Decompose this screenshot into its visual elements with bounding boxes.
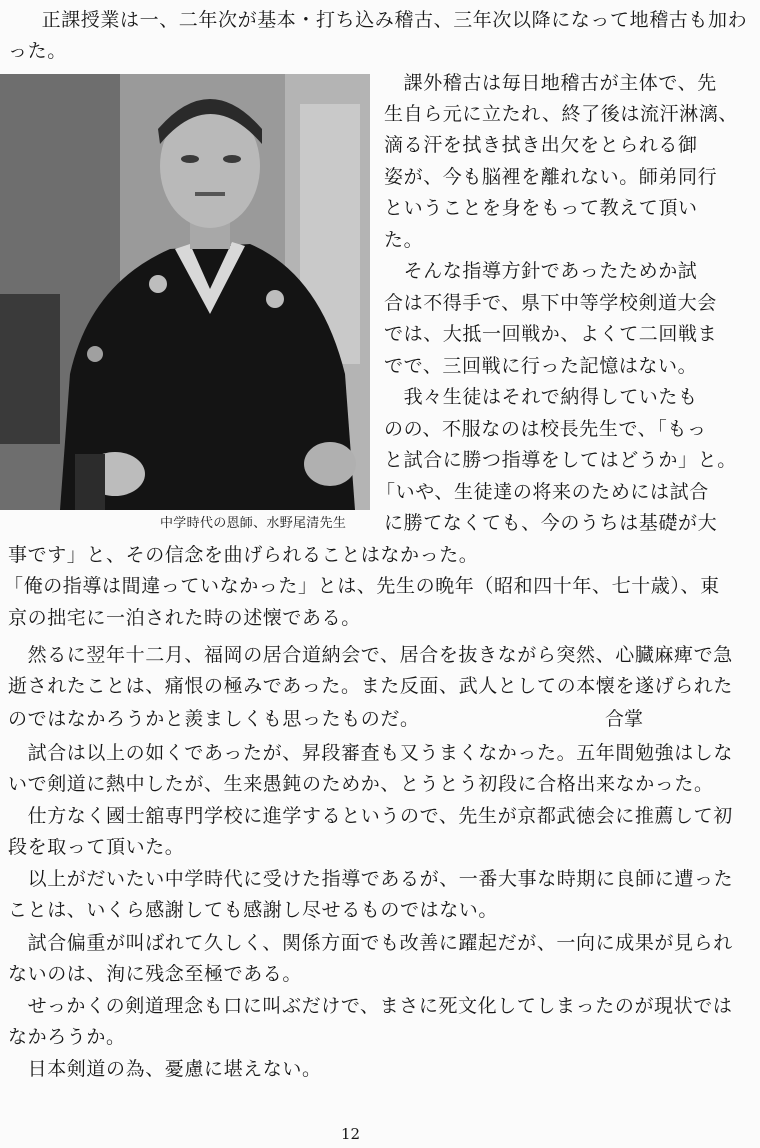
text-line: せっかくの剣道理念も口に叫ぶだけで、まさに死文化してしまったのが現状では (8, 995, 733, 1017)
text-line: でで、三回戦に行った記憶はない。 (384, 355, 698, 377)
text-line: 然るに翌年十二月、福岡の居合道納会で、居合を抜きながら突然、心臓麻痺で急 (8, 644, 733, 666)
photo-caption: 中学時代の恩師、水野尾清先生 (160, 516, 347, 531)
text-line: のではなかろうかと羨ましくも思ったものだ。 (8, 708, 420, 730)
text-line: 生自ら元に立たれ、終了後は流汗淋漓、 (384, 103, 738, 125)
text-line: 正課授業は一、二年次が基本・打ち込み稽古、三年次以降になって地稽古も加わ (22, 9, 748, 31)
text-line: 段を取って頂いた。 (8, 836, 185, 858)
text-line: 事です」と、その信念を曲げられることはなかった。 (8, 544, 479, 566)
text-line: と試合に勝つ指導をしてはどうか」と。 (384, 449, 737, 471)
text-line: 仕方なく國士舘専門学校に進学するというので、先生が京都武徳会に推薦して初 (8, 805, 733, 827)
text-line: 課外稽古は毎日地稽古が主体で、先 (384, 72, 717, 94)
text-line: 逝されたことは、痛恨の極みであった。また反面、武人としての本懐を遂げられた (8, 675, 734, 697)
text-line: に勝てなくても、今のうちは基礎が大 (384, 512, 718, 534)
text-line: 我々生徒はそれで納得していたも (384, 386, 698, 408)
text-line: 姿が、今も脳裡を離れない。師弟同行 (384, 166, 718, 188)
text-line: ないのは、洵に残念至極である。 (8, 963, 303, 985)
text-line: いで剣道に熱中したが、生来愚鈍のためか、とうとう初段に合格出来なかった。 (8, 773, 714, 795)
text-line: なかろうか。 (8, 1026, 126, 1048)
text-line: 試合偏重が叫ばれて久しく、関係方面でも改善に躍起だが、一向に成果が見られ (8, 932, 733, 954)
page-number: 12 (341, 1125, 361, 1143)
text-line: そんな指導方針であったためか試 (384, 260, 698, 282)
text-line: ということを身をもって教えて頂い (384, 197, 698, 219)
text-line: た。 (384, 229, 424, 251)
text-line: のの、不服なのは校長先生で、「もっ (384, 418, 707, 440)
text-line: った。 (8, 40, 67, 62)
text-line: 日本剣道の為、憂慮に堪えない。 (8, 1058, 322, 1080)
teacher-photo (0, 74, 370, 510)
text-line: 「俺の指導は間違っていなかった」とは、先生の晩年（昭和四十年、七十歳）、東 (4, 575, 720, 597)
text-line: ことは、いくら感謝しても感謝し尽せるものではない。 (8, 899, 499, 921)
gassho-signoff: 合掌 (605, 708, 644, 730)
text-line: 合は不得手で、県下中等学校剣道大会 (384, 292, 717, 314)
text-line: 以上がだいたい中学時代に受けた指導であるが、一番大事な時期に良師に遭った (8, 868, 734, 890)
text-line: 「いや、生徒達の将来のためには試合 (376, 481, 709, 503)
text-line: 京の拙宅に一泊された時の述懐である。 (8, 607, 361, 629)
text-line: 試合は以上の如くであったが、昇段審査も又うまくなかった。五年間勉強はしな (8, 742, 734, 764)
text-line: 滴る汗を拭き拭き出欠をとられる御 (384, 134, 698, 156)
text-line: では、大抵一回戦か、よくて二回戦ま (384, 323, 718, 345)
